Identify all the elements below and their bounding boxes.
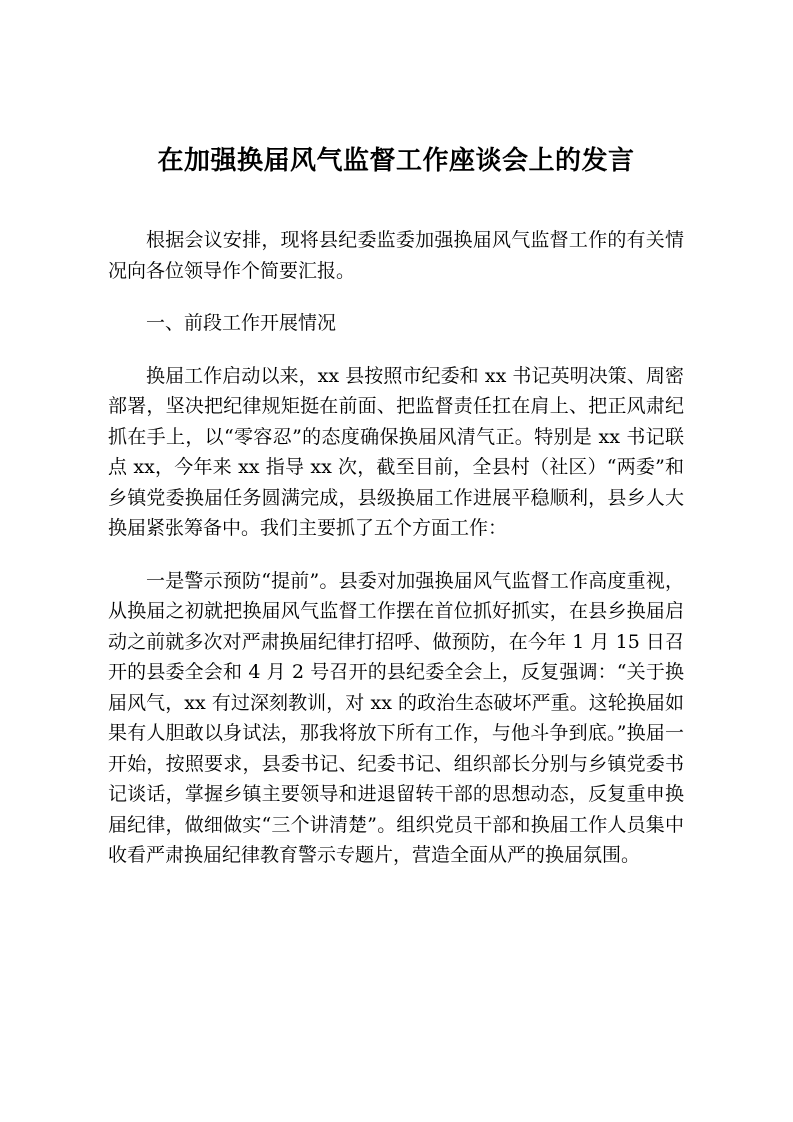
section-heading: 一、前段工作开展情况 [146,312,337,334]
document-body [108,225,684,871]
paragraph-overview: 换届工作启动以来，xx 县按照市纪委和 xx 书记英明决策、周密部署，坚决把纪律规矩挺在前面、把监督责任扛在肩上、把正风肃纪抓在手上，以“零容忍”的态度确保换届风清气正。特别是 xx 书记联点 xx，今年来 xx 指导 xx 次，截至目前，全县村（社区）“两委”和乡镇党委换届任务圆满完成，县级换届工作进展平稳顺利，县乡人大换届紧张筹备中。我们主要抓了五个方面工作： [108,364,684,539]
paragraph-warning-prevention: 一是警示预防“提前”。县委对加强换届风气监督工作高度重视，从换届之初就把换届风气监督工作摆在首位抓好抓实，在县乡换届启动之前就多次对严肃换届纪律打招呼、做预防，在今年 1 月 15 日召开的县委全会和 4 月 2 号召开的县纪委全会上，反复强调：“关于换届风气，xx 有过深刻教训，对 xx 的政治生态破坏严重。这轮换届如果有人胆敢以身试法，那我将放下所有工作，与他斗争到底。”换届一开始，按照要求，县委书记、纪委书记、组织部长分别与乡镇党委书记谈话，掌握乡镇主要领导和进退留转干部的思想动态，反复重申换届纪律，做细做实“三个讲清楚”。组织党员干部和换届工作人员集中收看严肃换届纪律教育警示专题片，营造全面从严的换届氛围。 [108,569,684,866]
paragraph-intro: 根据会议安排，现将县纪委监委加强换届风气监督工作的有关情况向各位领导作个简要汇报。 [108,229,684,282]
document-title: 在加强换届风气监督工作座谈会上的发言 [157,146,635,176]
document-page [108,0,684,1122]
